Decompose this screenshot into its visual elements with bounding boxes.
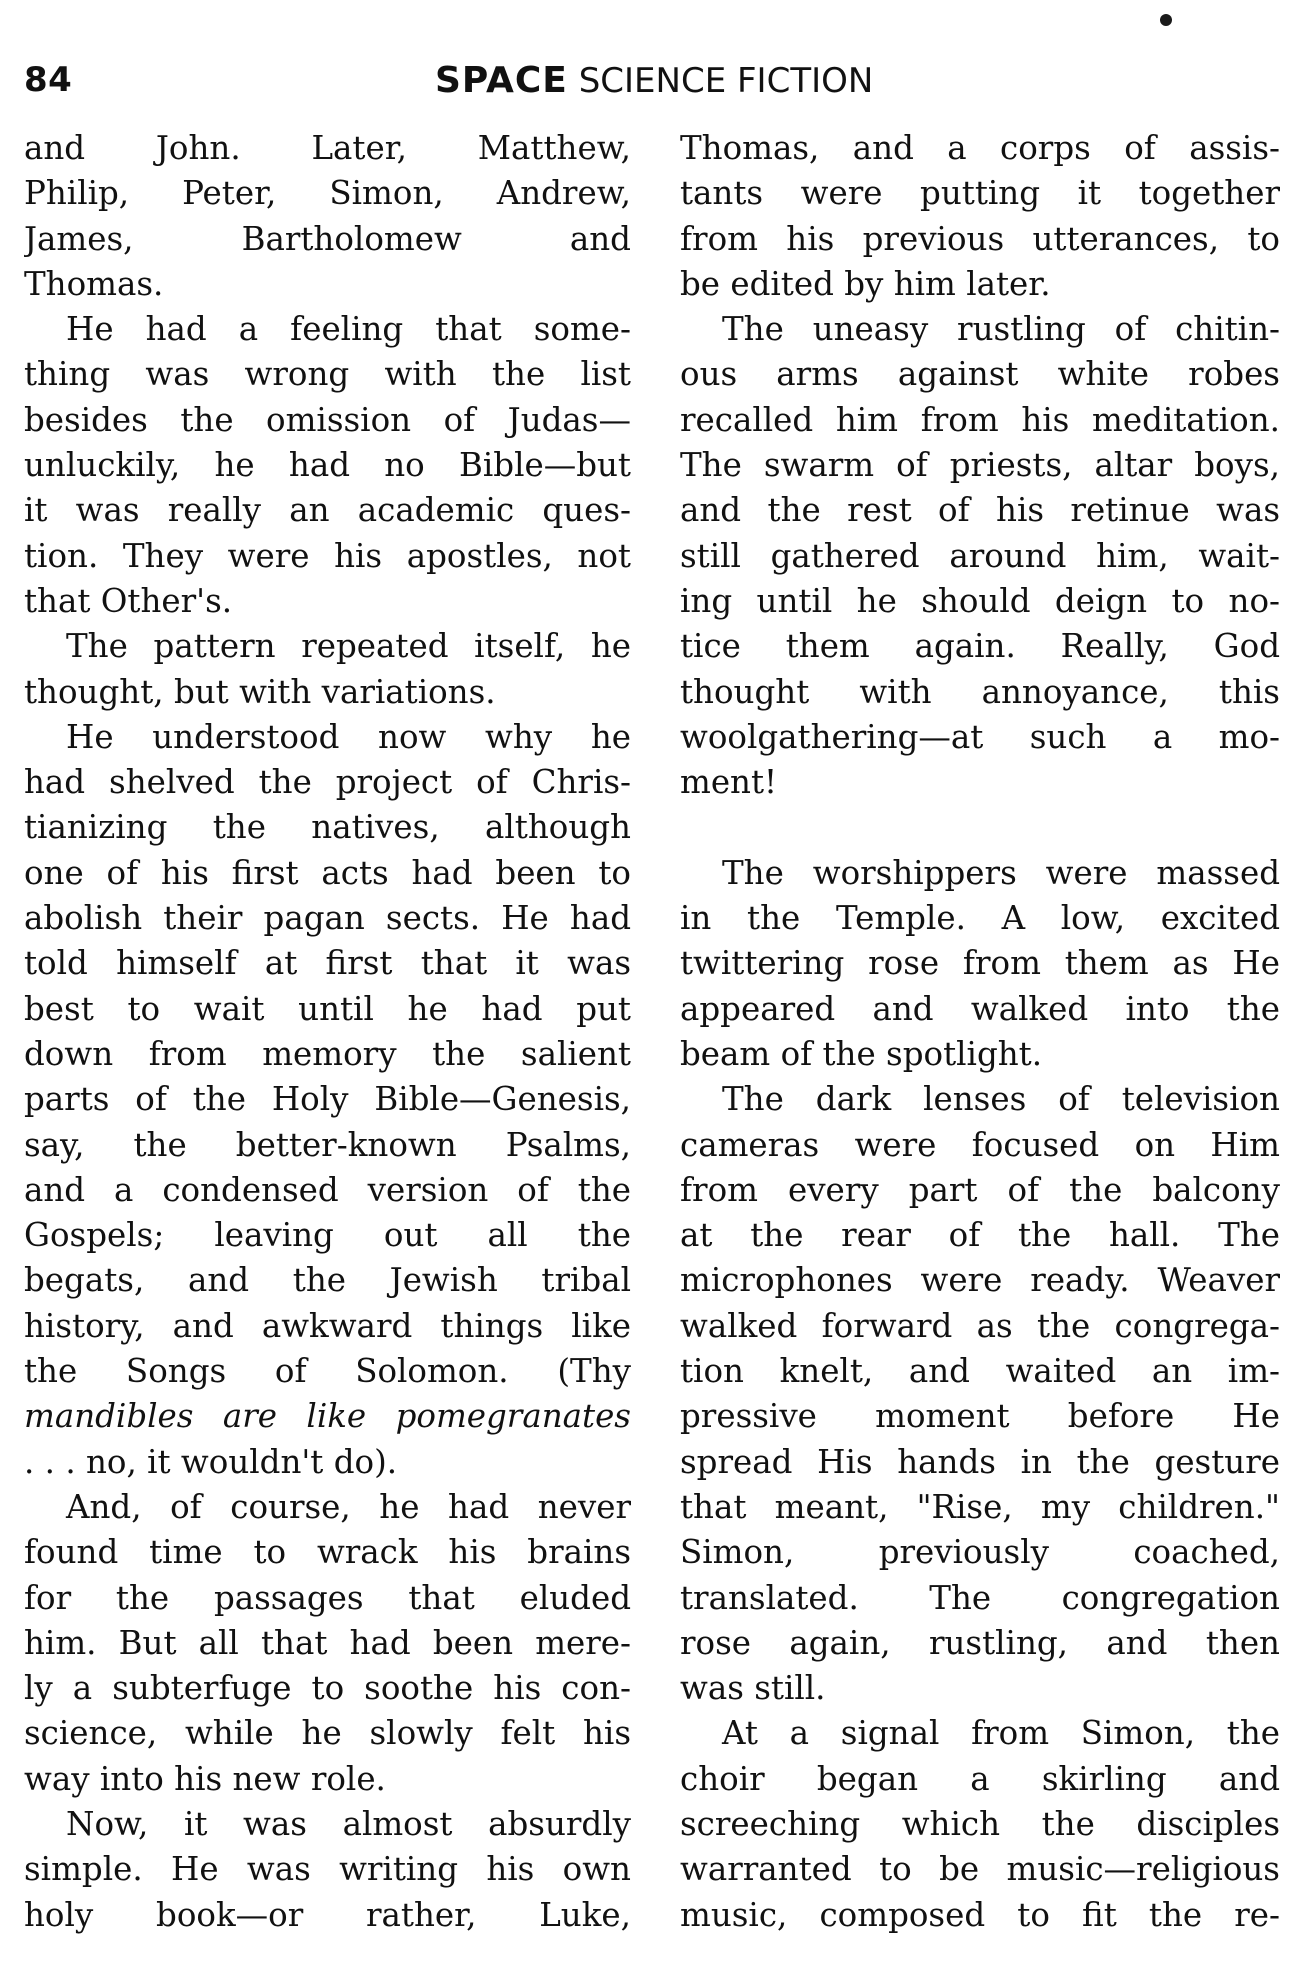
text-line: He understood now why he bbox=[66, 717, 631, 756]
text-line: science, while he slowly felt his bbox=[24, 1714, 631, 1753]
text-line: The swarm of priests, altar boys, bbox=[680, 446, 1280, 485]
text-line: woolgathering—at such a mo- bbox=[680, 717, 1280, 756]
text-line: begats, and the Jewish tribal bbox=[24, 1261, 631, 1300]
text-line: ing until he should deign to no- bbox=[680, 581, 1280, 620]
text-line: tants were putting it together bbox=[680, 174, 1280, 213]
text-line: be edited by him later. bbox=[680, 264, 1051, 303]
text-line: And, of course, he had never bbox=[66, 1487, 631, 1526]
text-line: holy book—or rather, Luke, bbox=[24, 1895, 631, 1934]
text-line: at the rear of the hall. The bbox=[680, 1216, 1280, 1255]
text-line: thought with annoyance, this bbox=[680, 672, 1280, 711]
text-line: unluckily, he had no Bible—but bbox=[24, 446, 631, 485]
text-line: still gathered around him, wait- bbox=[680, 536, 1280, 575]
text-line: translated. The congregation bbox=[680, 1578, 1280, 1617]
text-line: that meant, "Rise, my children." bbox=[680, 1487, 1280, 1526]
text-line: for the passages that eluded bbox=[24, 1578, 631, 1617]
text-line: and John. Later, Matthew, bbox=[24, 129, 631, 167]
text-line: simple. He was writing his own bbox=[24, 1850, 631, 1889]
text-line: thing was wrong with the list bbox=[24, 355, 631, 394]
text-line: from his previous utterances, to bbox=[680, 219, 1280, 258]
text-line: James, Bartholomew and bbox=[24, 219, 631, 258]
text-line: spread His hands in the gesture bbox=[680, 1442, 1280, 1481]
text-line: him. But all that had been mere- bbox=[24, 1623, 631, 1662]
text-line: Thomas. bbox=[24, 264, 164, 303]
text-line: tice them again. Really, God bbox=[680, 627, 1280, 666]
text-line: was still. bbox=[680, 1669, 826, 1708]
text-line: The pattern repeated itself, he bbox=[66, 627, 631, 666]
text-line: Now, it was almost absurdly bbox=[66, 1804, 631, 1843]
text-line: thought, but with variations. bbox=[24, 672, 496, 711]
text-line: say, the better-known Psalms, bbox=[24, 1125, 631, 1164]
text-line: Simon, previously coached, bbox=[680, 1533, 1280, 1572]
text-line: way into his new role. bbox=[24, 1759, 386, 1798]
text-line: The worshippers were massed bbox=[722, 853, 1280, 892]
left-text-column bbox=[24, 126, 631, 1938]
text-line: and the rest of his retinue was bbox=[680, 491, 1280, 530]
text-line: At a signal from Simon, the bbox=[722, 1714, 1280, 1753]
page-number: 84 bbox=[24, 60, 73, 100]
text-line: it was really an academic ques- bbox=[24, 491, 631, 530]
text-line: ous arms against white robes bbox=[680, 355, 1280, 394]
text-line: had shelved the project of Chris- bbox=[24, 763, 631, 802]
text-line: told himself at first that it was bbox=[24, 944, 631, 983]
text-line: found time to wrack his brains bbox=[24, 1533, 631, 1572]
text-line: tianizing the natives, although bbox=[24, 808, 631, 847]
text-line: in the Temple. A low, excited bbox=[680, 899, 1280, 938]
text-line: The uneasy rustling of chitin- bbox=[722, 310, 1280, 349]
ink-blot-mark bbox=[1160, 14, 1172, 26]
text-line: The dark lenses of television bbox=[722, 1080, 1280, 1119]
text-line: Thomas, and a corps of assis- bbox=[680, 129, 1280, 167]
right-text-column bbox=[680, 126, 1280, 1938]
text-line: recalled him from his meditation. bbox=[680, 400, 1280, 439]
text-line: music, composed to fit the re- bbox=[680, 1895, 1280, 1934]
text-line: choir began a skirling and bbox=[680, 1759, 1280, 1798]
text-line: Gospels; leaving out all the bbox=[24, 1216, 631, 1255]
text-line: ly a subterfuge to soothe his con- bbox=[24, 1669, 631, 1708]
text-line: best to wait until he had put bbox=[24, 989, 631, 1028]
text-line: tion. They were his apostles, not bbox=[24, 536, 631, 575]
section-break bbox=[680, 805, 1280, 850]
page-header bbox=[24, 56, 1285, 112]
text-line-italic bbox=[24, 1394, 631, 1439]
text-line: He had a feeling that some- bbox=[66, 310, 631, 349]
text-line: warranted to be music—religious bbox=[680, 1850, 1280, 1889]
text-line: cameras were focused on Him bbox=[680, 1125, 1280, 1164]
text-line: besides the omission of Judas— bbox=[24, 400, 631, 439]
italic-text: mandibles are like pomegranates bbox=[24, 1397, 631, 1436]
text-line: one of his first acts had been to bbox=[24, 853, 631, 892]
magazine-brand: SPACE bbox=[435, 60, 568, 101]
text-line: abolish their pagan sects. He had bbox=[24, 899, 631, 938]
magazine-subtitle: SCIENCE FICTION bbox=[567, 61, 874, 101]
text-line: microphones were ready. Weaver bbox=[680, 1261, 1280, 1300]
text-line: and a condensed version of the bbox=[24, 1170, 631, 1209]
text-line: twittering rose from them as He bbox=[680, 944, 1280, 983]
text-line: screeching which the disciples bbox=[680, 1804, 1280, 1843]
text-line: . . . no, it wouldn't do). bbox=[24, 1442, 398, 1481]
text-line: history, and awkward things like bbox=[24, 1306, 631, 1345]
text-line: tion knelt, and waited an im- bbox=[680, 1352, 1280, 1391]
text-line: that Other's. bbox=[24, 581, 233, 620]
text-line: the Songs of Solomon. (Thy bbox=[24, 1352, 631, 1391]
text-line: parts of the Holy Bible—Genesis, bbox=[24, 1080, 631, 1119]
text-line: appeared and walked into the bbox=[680, 989, 1280, 1028]
text-line: Philip, Peter, Simon, Andrew, bbox=[24, 174, 631, 213]
running-head bbox=[435, 60, 873, 101]
text-line: walked forward as the congrega- bbox=[680, 1306, 1280, 1345]
text-line: beam of the spotlight. bbox=[680, 1034, 1043, 1073]
text-line: from every part of the balcony bbox=[680, 1170, 1280, 1209]
text-line: ment! bbox=[680, 763, 778, 802]
text-line: rose again, rustling, and then bbox=[680, 1623, 1280, 1662]
text-line: down from memory the salient bbox=[24, 1034, 631, 1073]
text-line: pressive moment before He bbox=[680, 1397, 1280, 1436]
